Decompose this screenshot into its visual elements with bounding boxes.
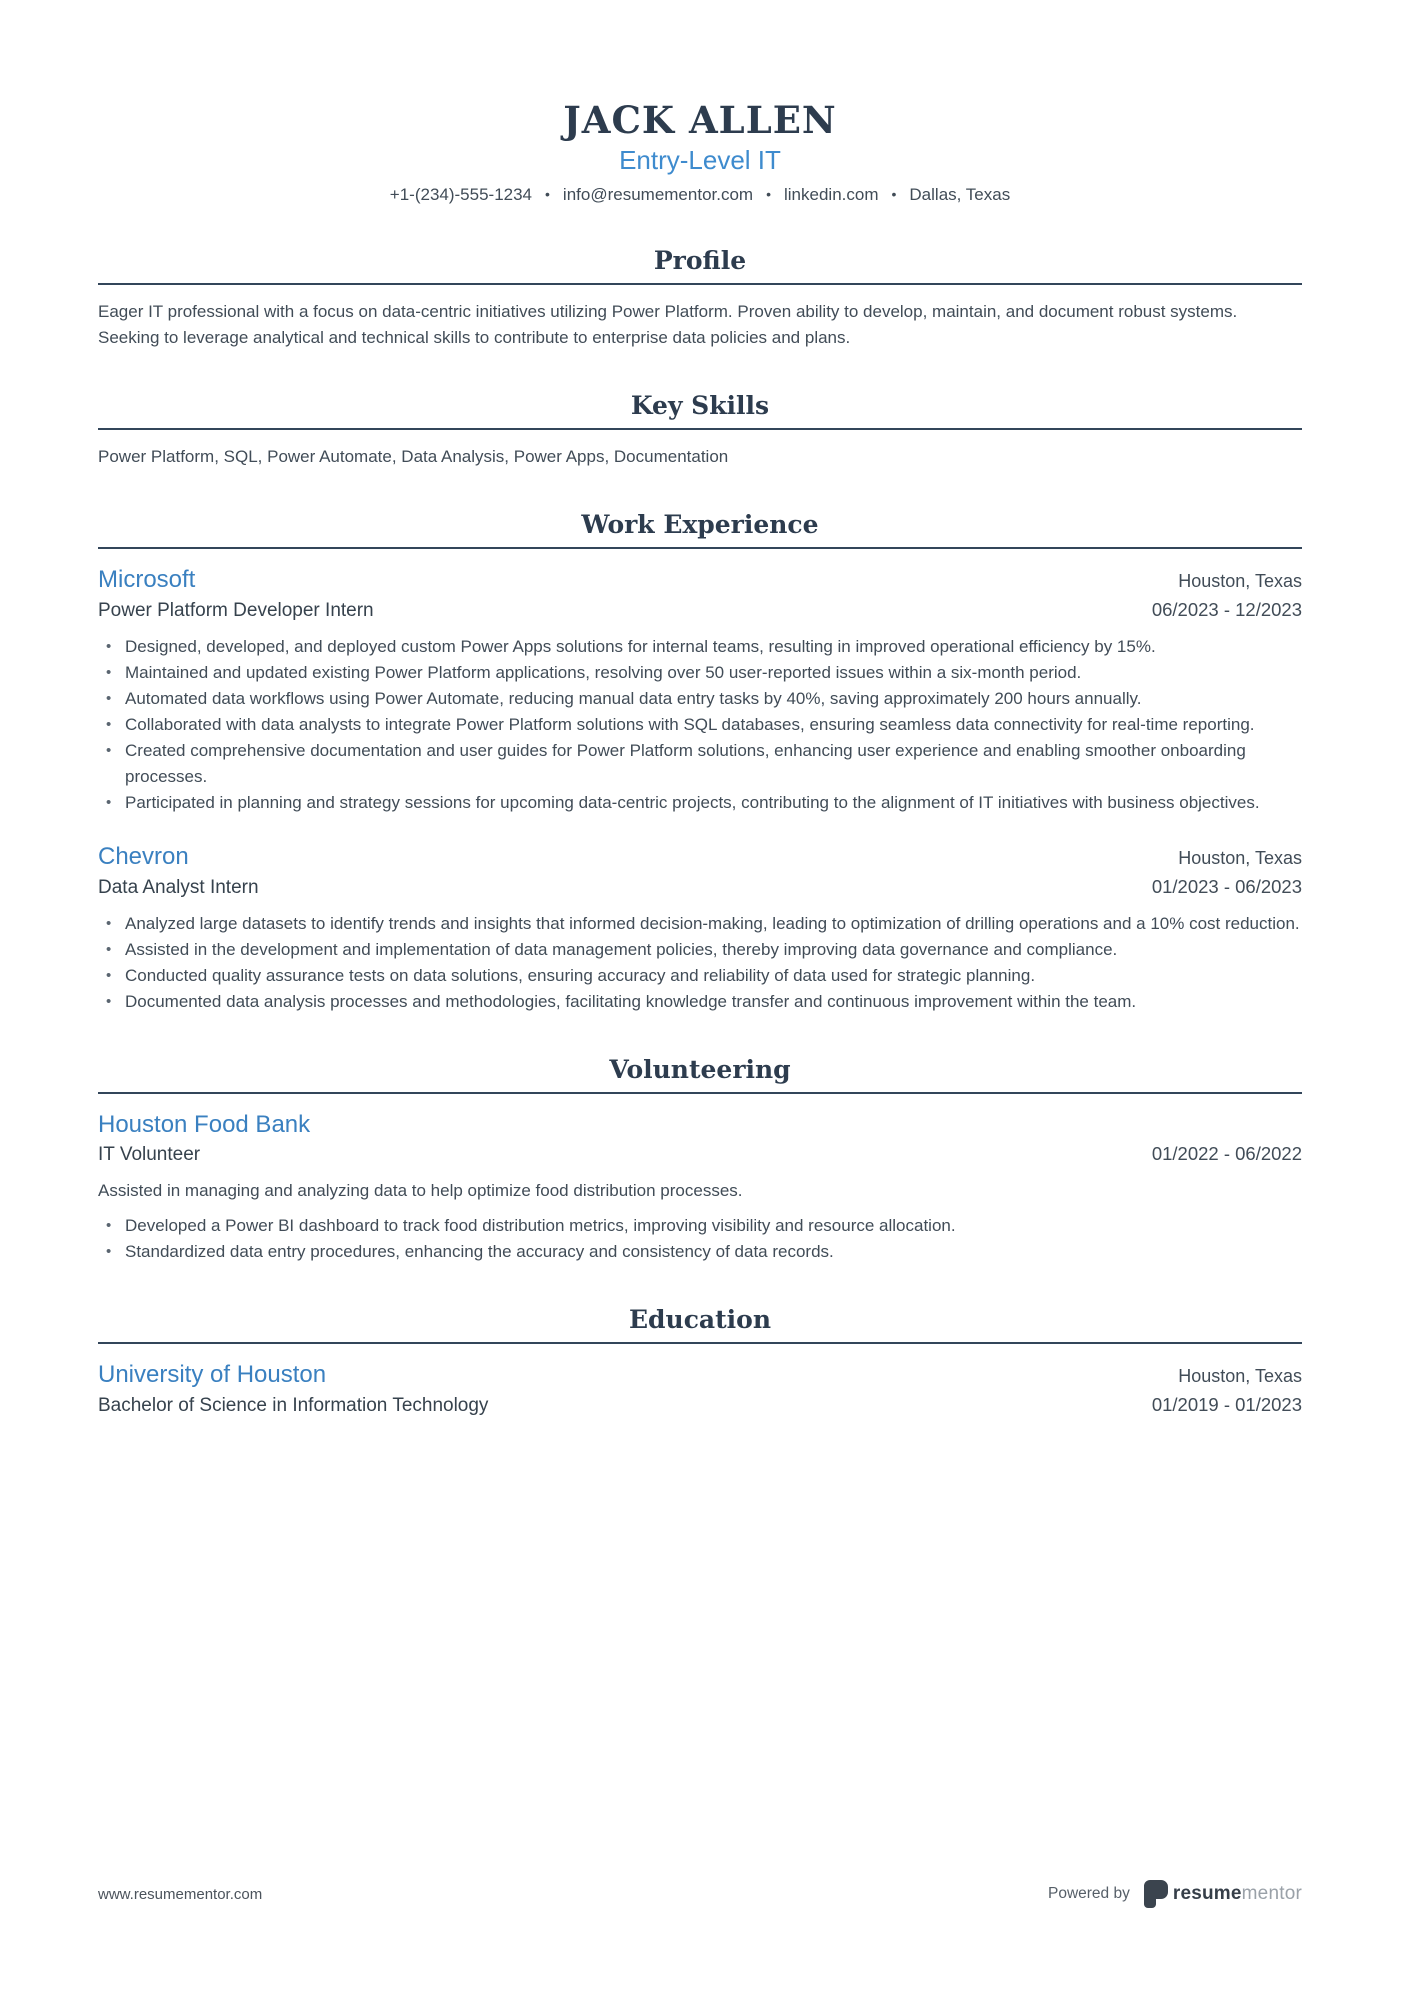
brand-text xyxy=(1173,1883,1302,1905)
bullet-item: • Participated in planning and strategy sessions for upcoming data-centric projects, contributing to the alignment of IT initiatives with business objectives. xyxy=(98,790,1302,816)
bullet-item: • Developed a Power BI dashboard to track food distribution metrics, improving visibility and resource allocation. xyxy=(98,1213,1302,1239)
key-skills-heading: Key Skills xyxy=(630,391,770,420)
bullet-item: • Analyzed large datasets to identify trends and insights that informed decision-making, leading to optimization of drilling operations and a 10% cost reduction. xyxy=(98,911,1302,937)
entry-dates: 01/2022 - 06/2022 xyxy=(1151,1143,1302,1164)
bullet-item: • Conducted quality assurance tests on data solutions, ensuring accuracy and reliability of data used for strategic planning. xyxy=(98,963,1302,989)
entry-subheader-row xyxy=(98,1391,1302,1420)
company-name: Microsoft xyxy=(98,566,196,593)
section-key-skills xyxy=(98,391,1302,470)
entry-header-row xyxy=(98,1110,1302,1140)
candidate-title: Entry-Level IT xyxy=(619,145,781,175)
volunteer-entry-houston-food-bank xyxy=(98,1110,1302,1265)
work-entry-chevron xyxy=(98,842,1302,1015)
contact-phone: +1-(234)-555-1234 xyxy=(389,185,533,204)
brand-logo[interactable] xyxy=(1144,1880,1302,1908)
entry-location: Houston, Texas xyxy=(1178,1366,1302,1386)
section-work-experience xyxy=(98,510,1302,1015)
entry-role: IT Volunteer xyxy=(98,1144,201,1165)
section-divider xyxy=(98,428,1302,430)
entry-subheader-row xyxy=(98,596,1302,625)
resume-header xyxy=(98,100,1302,206)
entry-description: Assisted in managing and analyzing data to help optimize food distribution processes. xyxy=(98,1181,743,1200)
resumementor-logo-icon xyxy=(1144,1880,1168,1908)
entry-location: Houston, Texas xyxy=(1178,848,1302,868)
bullet-item: • Created comprehensive documentation and user guides for Power Platform solutions, enhancing user experience and enabling smoother onboarding processes. xyxy=(98,738,1302,790)
entry-dates: 06/2023 - 12/2023 xyxy=(1151,599,1302,620)
entry-subheader-row xyxy=(98,873,1302,902)
section-divider xyxy=(98,283,1302,285)
candidate-name: JACK ALLEN xyxy=(563,98,837,142)
entry-subheader-row xyxy=(98,1140,1302,1169)
entry-dates: 01/2019 - 01/2023 xyxy=(1151,1394,1302,1415)
bullet-item: • Documented data analysis processes and methodologies, facilitating knowledge transfer and continuous improvement within the team. xyxy=(98,989,1302,1015)
bullet-item: • Assisted in the development and implementation of data management policies, thereby improving data governance and compliance. xyxy=(98,937,1302,963)
powered-by xyxy=(1048,1880,1302,1908)
section-volunteering xyxy=(98,1055,1302,1265)
entry-bullet-list xyxy=(98,634,1302,816)
contact-email[interactable]: • info@resumementor.com xyxy=(532,183,753,206)
contact-location: • Dallas, Texas xyxy=(879,183,1011,206)
education-entry-university-of-houston xyxy=(98,1360,1302,1420)
section-divider xyxy=(98,1342,1302,1344)
section-education xyxy=(98,1305,1302,1420)
brand-text-mentor: mentor xyxy=(1241,1883,1302,1904)
organization-name: Houston Food Bank xyxy=(98,1111,311,1138)
entry-location: Houston, Texas xyxy=(1178,571,1302,591)
bullet-item: • Maintained and updated existing Power Platform applications, resolving over 50 user-reported issues within a six-month period. xyxy=(98,660,1302,686)
brand-text-resume: resume xyxy=(1172,1883,1242,1904)
bullet-item: • Designed, developed, and deployed custom Power Apps solutions for internal teams, resulting in improved operational efficiency by 15%. xyxy=(98,634,1302,660)
bullet-item: • Automated data workflows using Power Automate, reducing manual data entry tasks by 40%, saving approximately 200 hours annually. xyxy=(98,686,1302,712)
work-entry-microsoft xyxy=(98,565,1302,816)
profile-heading: Profile xyxy=(653,246,747,275)
bullet-item: • Standardized data entry procedures, enhancing the accuracy and consistency of data records. xyxy=(98,1239,1302,1265)
website-link[interactable]: www.resumementor.com xyxy=(98,1885,263,1903)
entry-header-row xyxy=(98,1360,1302,1391)
entry-header-row xyxy=(98,565,1302,596)
section-divider xyxy=(98,547,1302,549)
entry-role: Power Platform Developer Intern xyxy=(98,600,374,621)
section-divider xyxy=(98,1092,1302,1094)
volunteering-heading: Volunteering xyxy=(609,1055,791,1084)
entry-bullet-list xyxy=(98,911,1302,1015)
bullet-item: • Collaborated with data analysts to integrate Power Platform solutions with SQL databases, ensuring seamless data connectivity for real-time reporting. xyxy=(98,712,1302,738)
profile-text: Eager IT professional with a focus on data-centric initiatives utilizing Power Platform. Proven ability to develop, maintain, and document robust systems. Seeking to leverage analytical and technical skills to contribute to enterprise data policies and plans. xyxy=(98,302,1238,347)
entry-bullet-list xyxy=(98,1213,1302,1265)
work-experience-heading: Work Experience xyxy=(581,510,819,539)
key-skills-text: Power Platform, SQL, Power Automate, Data Analysis, Power Apps, Documentation xyxy=(98,447,729,466)
company-name: Chevron xyxy=(98,843,189,870)
school-name: University of Houston xyxy=(98,1361,327,1388)
education-heading: Education xyxy=(628,1305,772,1334)
contact-linkedin[interactable]: • linkedin.com xyxy=(753,183,878,206)
section-profile xyxy=(98,246,1302,351)
powered-by-label: Powered by xyxy=(1048,1885,1130,1902)
page-footer xyxy=(98,1880,1302,1908)
entry-dates: 01/2023 - 06/2023 xyxy=(1151,876,1302,897)
degree-name: Bachelor of Science in Information Technology xyxy=(98,1395,489,1416)
entry-header-row xyxy=(98,842,1302,873)
contact-line xyxy=(98,183,1302,206)
entry-role: Data Analyst Intern xyxy=(98,877,259,898)
